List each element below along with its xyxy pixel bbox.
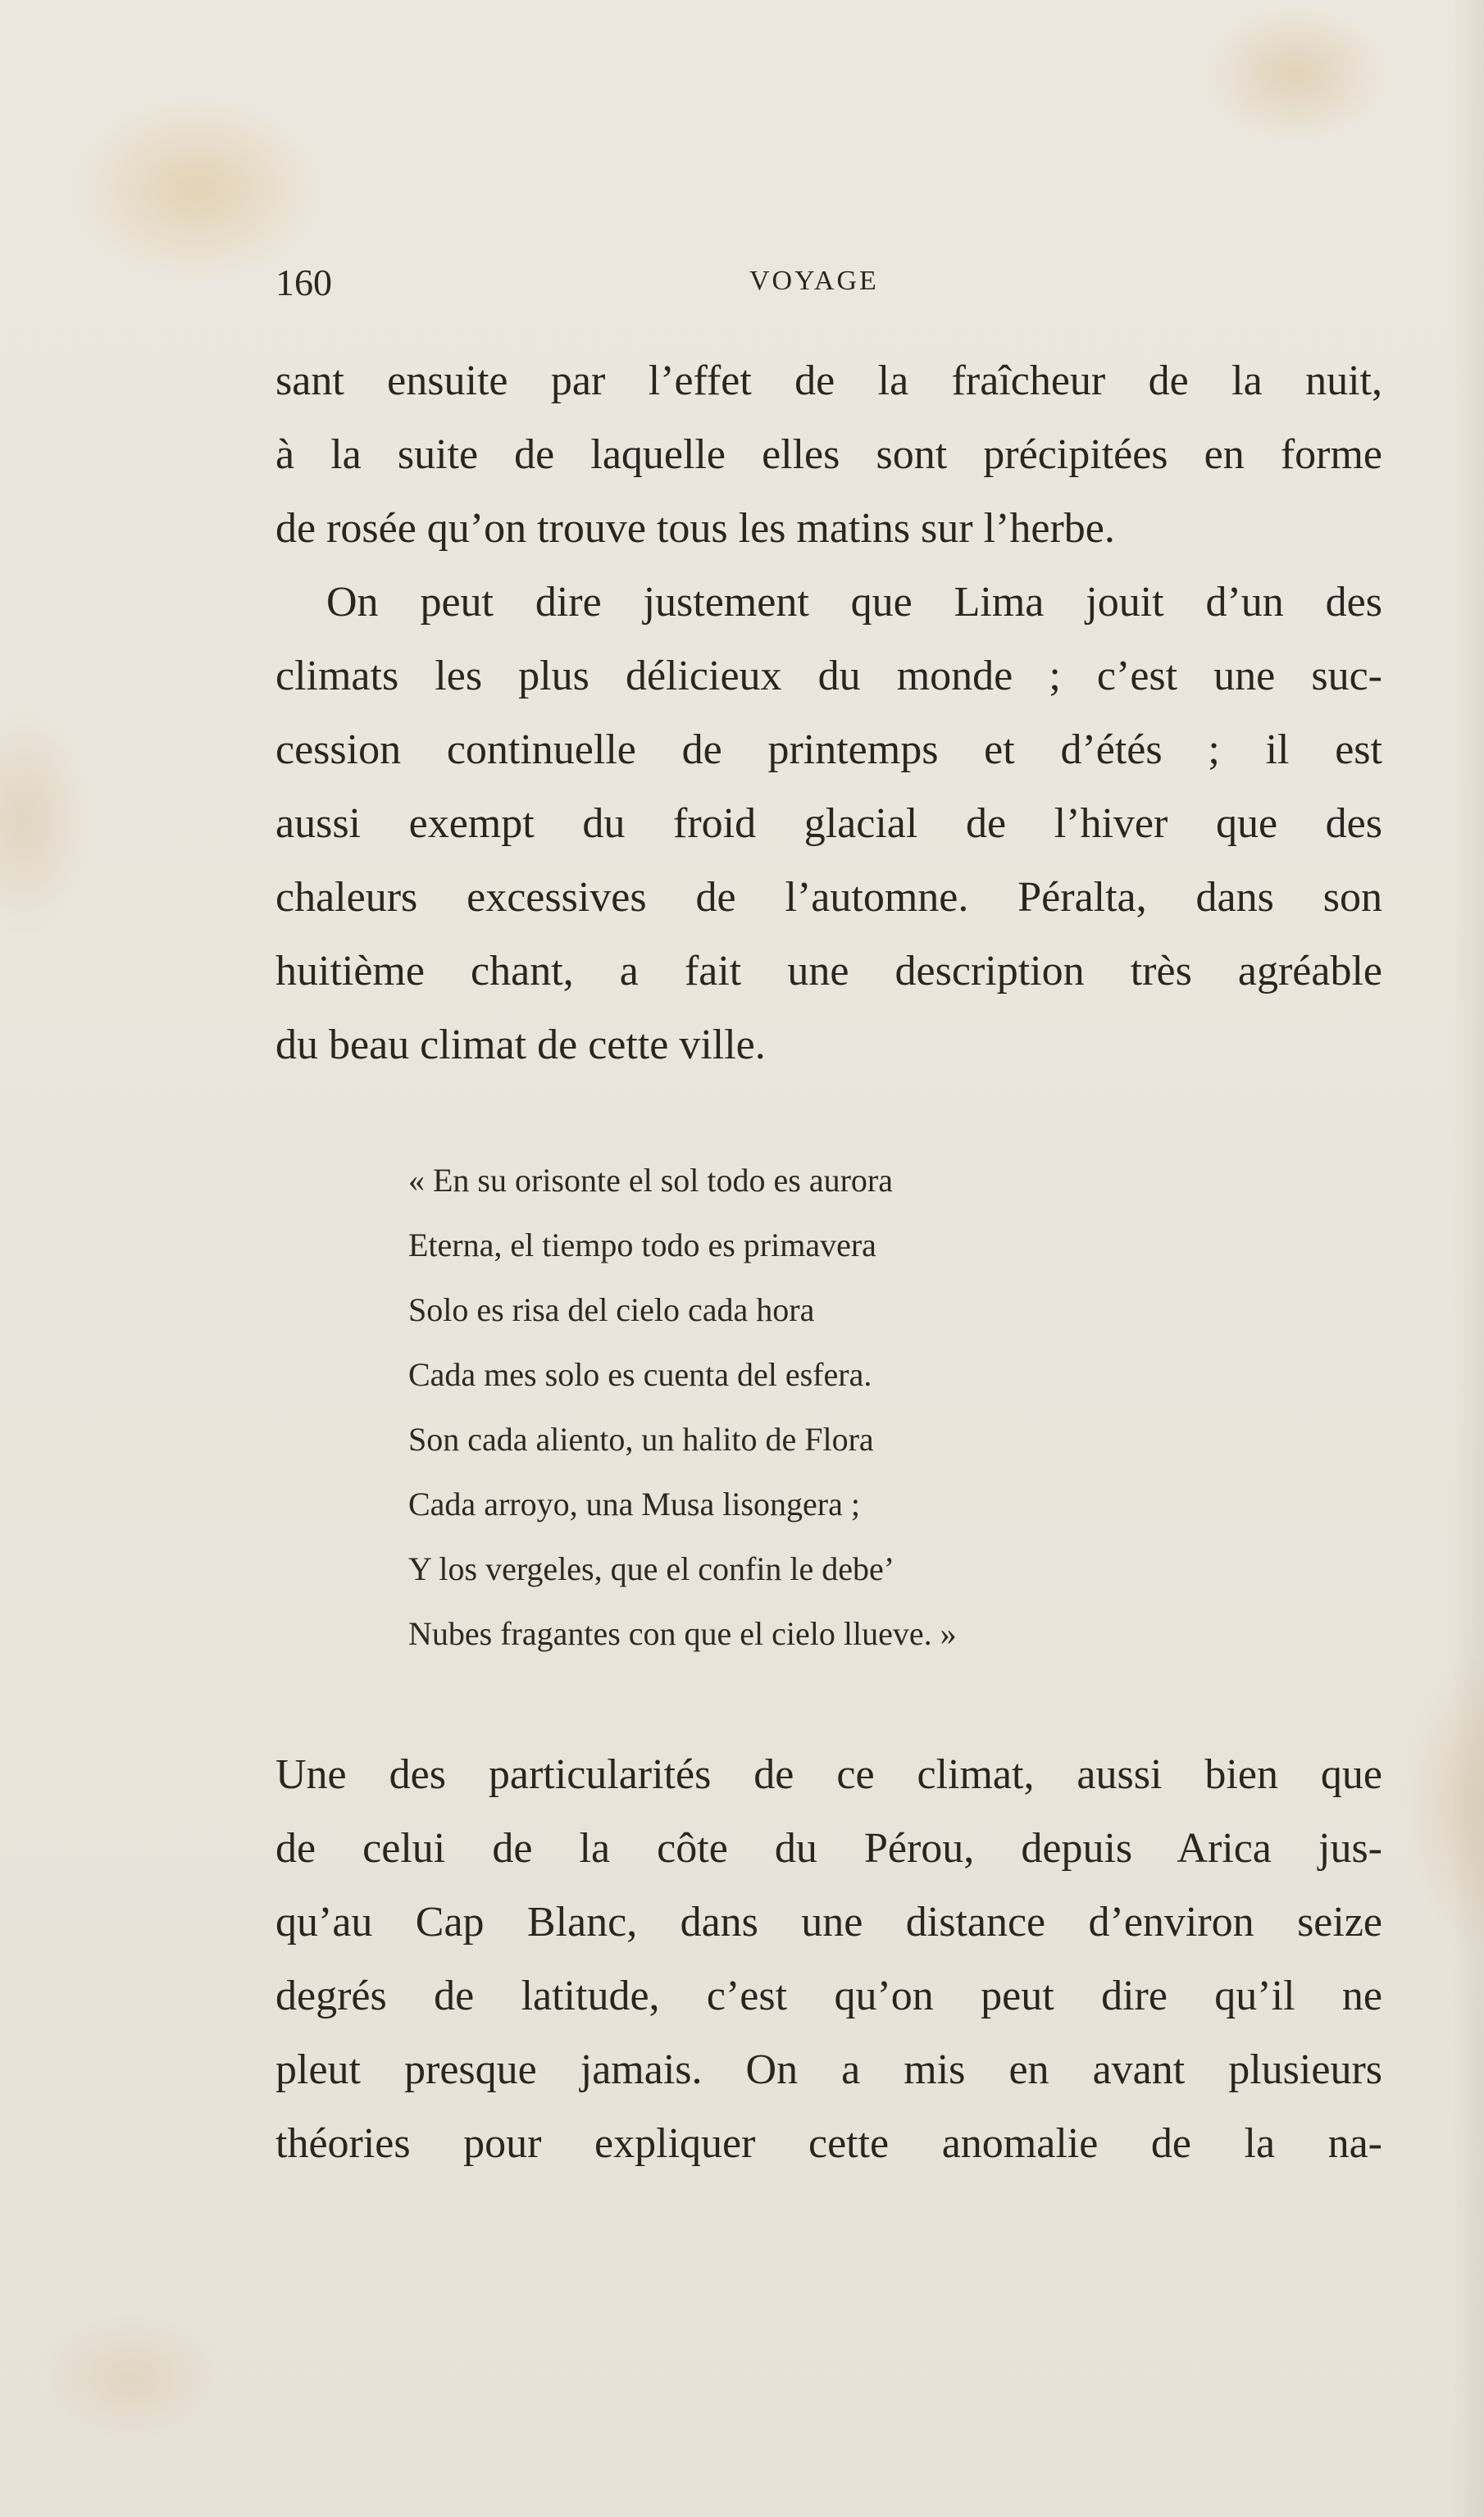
poem-verse: Cada mes solo es cuenta del esfera. — [408, 1356, 872, 1393]
text-line: pleut presque jamais. On a mis en avant plusieurs — [275, 2046, 1382, 2093]
text-line: On peut dire justement que Lima jouit d’un des — [326, 579, 1382, 626]
text-line: théories pour expliquer cette anomalie de la na- — [275, 2120, 1382, 2167]
paragraph-lima-climate — [275, 566, 1382, 1082]
poem-verse: Solo es risa del cielo cada hora — [408, 1291, 815, 1328]
poem-verse: Son cada aliento, un halito de Flora — [408, 1421, 874, 1458]
running-head: VOYAGE — [749, 266, 879, 296]
text-line: sant ensuite par l’effet de la fraîcheur de la nuit, — [275, 357, 1382, 404]
poem-verse: Y los vergeles, que el confin le debe’ — [408, 1550, 895, 1587]
poem-verse: « En su orisonte el sol todo es aurora — [408, 1162, 893, 1199]
poem-quotation — [408, 1148, 1228, 1666]
page-edge-shadow — [1451, 0, 1484, 2517]
paragraph-continuation — [275, 344, 1382, 566]
text-line: degrés de latitude, c’est qu’on peut dire qu’il ne — [275, 1973, 1382, 2019]
text-line: climats les plus délicieux du monde ; c’est une suc- — [275, 653, 1382, 699]
text-line: qu’au Cap Blanc, dans une distance d’environ seize — [275, 1899, 1382, 1946]
poem-verse: Cada arroyo, una Musa lisongera ; — [408, 1486, 860, 1522]
poem-verse: Nubes fragantes con que el cielo llueve. » — [408, 1615, 957, 1652]
page-number: 160 — [275, 262, 332, 303]
text-line: de celui de la côte du Pérou, depuis Arica jus- — [275, 1825, 1382, 1872]
text-line: du beau climat de cette ville. — [275, 1022, 766, 1068]
text-line: Une des particularités de ce climat, aussi bien que — [275, 1751, 1382, 1798]
text-line: aussi exempt du froid glacial de l’hiver que des — [275, 800, 1382, 847]
page-header — [275, 261, 1382, 310]
text-line: huitième chant, a fait une description très agréable — [275, 948, 1382, 995]
paragraph-peru-coast — [275, 1738, 1382, 2181]
text-line: cession continuelle de printemps et d’étés ; il est — [275, 726, 1382, 773]
poem-verse: Eterna, el tiempo todo es primavera — [408, 1227, 876, 1263]
text-line: de rosée qu’on trouve tous les matins sur l’herbe. — [275, 505, 1115, 552]
text-line: chaleurs excessives de l’automne. Péralta, dans son — [275, 874, 1382, 921]
text-line: à la suite de laquelle elles sont précipitées en forme — [275, 431, 1382, 478]
